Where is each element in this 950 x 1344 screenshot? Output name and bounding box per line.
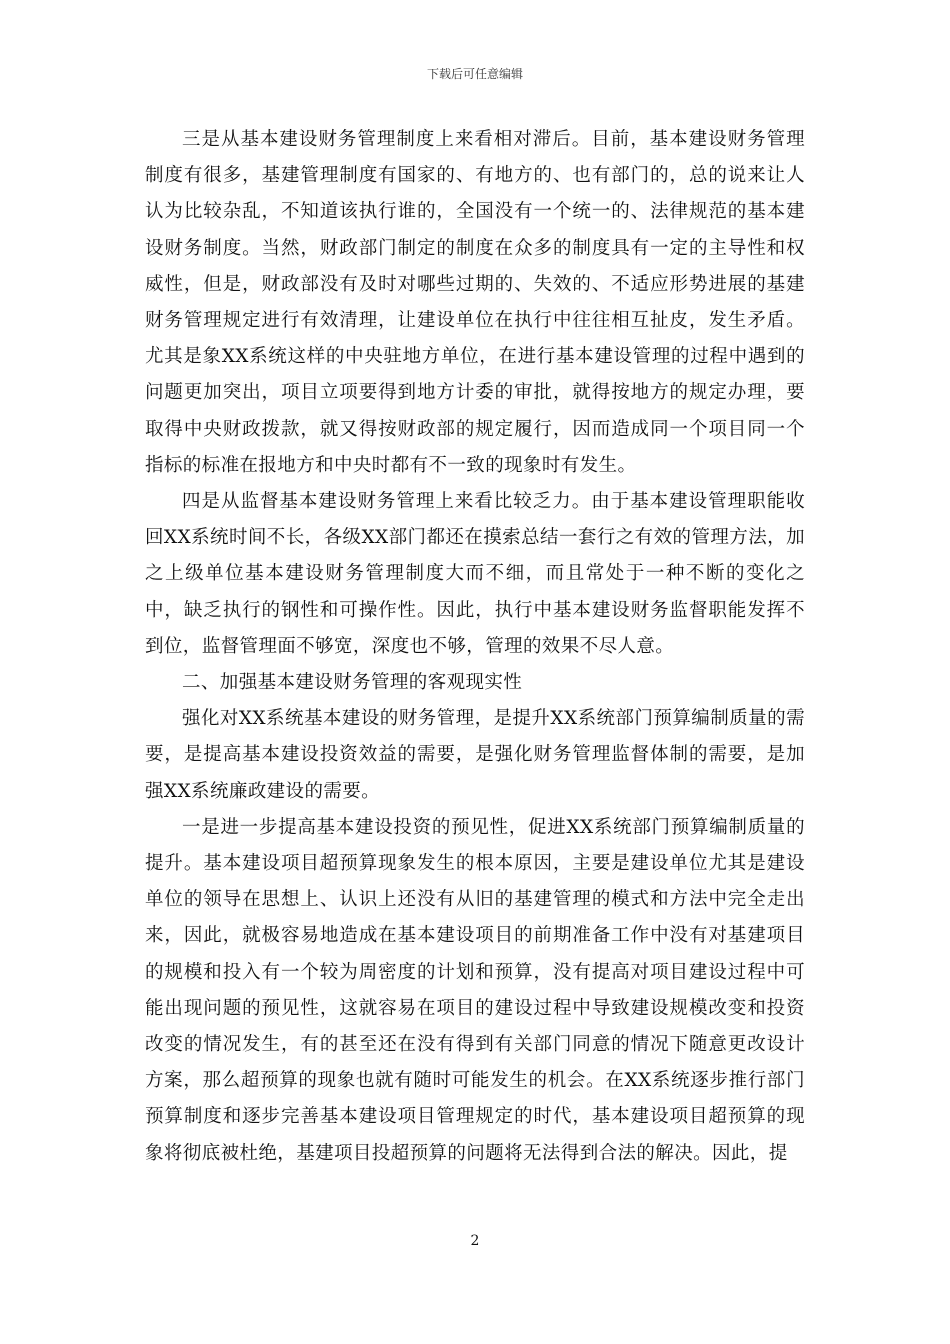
paragraph-section-intro: 强化对XX系统基本建设的财务管理，是提升XX系统部门预算编制质量的需要，是提高基本建设投资效益的需要，是强化财务管理监督体制的需要，是加强XX系统廉政建设的需要。 xyxy=(145,708,805,802)
document-body xyxy=(145,122,805,1172)
paragraph-first-point: 一是进一步提高基本建设投资的预见性，促进XX系统部门预算编制质量的提升。基本建设项目超预算现象发生的根本原因，主要是建设单位尤其是建设单位的领导在思想上、认识上还没有从旧的基建管理的模式和方法中完全走出来，因此，就极容易地造成在基本建设项目的前期准备工作中没有对基建项目的规模和投入有一个较为周密度的计划和预算，没有提高对项目建设过程中可能出现问题的预见性，这就容易在项目的建设过程中导致建设规模改变和投资改变的情况发生，有的甚至还在没有得到有关部门同意的情况下随意更改设计方案，那么超预算的现象也就有随时可能发生的机会。在XX系统逐步推行部门预算制度和逐步完善基本建设项目管理规定的时代，基本建设项目超预算的现象将彻底被杜绝，基建项目投超预算的问题将无法得到合法的解决。因此，提 xyxy=(145,816,805,1164)
section-heading-2: 二、加强基本建设财务管理的客观现实性 xyxy=(182,672,523,694)
paragraph-fourth-point: 四是从监督基本建设财务管理上来看比较乏力。由于基本建设管理职能收回XX系统时间不长，各级XX部门都还在摸索总结一套行之有效的管理方法，加之上级单位基本建设财务管理制度大而不细，而且常处于一种不断的变化之中，缺乏执行的钢性和可操作性。因此，执行中基本建设财务监督职能发挥不到位，监督管理面不够宽，深度也不够，管理的效果不尽人意。 xyxy=(145,491,805,657)
page-number: 2 xyxy=(470,1233,480,1249)
paragraph-third-point: 三是从基本建设财务管理制度上来看相对滞后。目前，基本建设财务管理制度有很多，基建管理制度有国家的、有地方的、也有部门的，总的说来让人认为比较杂乱，不知道该执行谁的，全国没有一个统一的、法律规范的基本建设财务制度。当然，财政部门制定的制度在众多的制度具有一定的主导性和权威性，但是，财政部没有及时对哪些过期的、失效的、不适应形势进展的基建财务管理规定进行有效清理，让建设单位在执行中往往相互扯皮，发生矛盾。尤其是象XX系统这样的中央驻地方单位，在进行基本建设管理的过程中遇到的问题更加突出，项目立项要得到地方计委的审批，就得按地方的规定办理，要取得中央财政拨款，就又得按财政部的规定履行，因而造成同一个项目同一个指标的标准在报地方和中央时都有不一致的现象时有发生。 xyxy=(145,129,805,476)
page-header-note: 下载后可任意编辑 xyxy=(426,67,523,81)
